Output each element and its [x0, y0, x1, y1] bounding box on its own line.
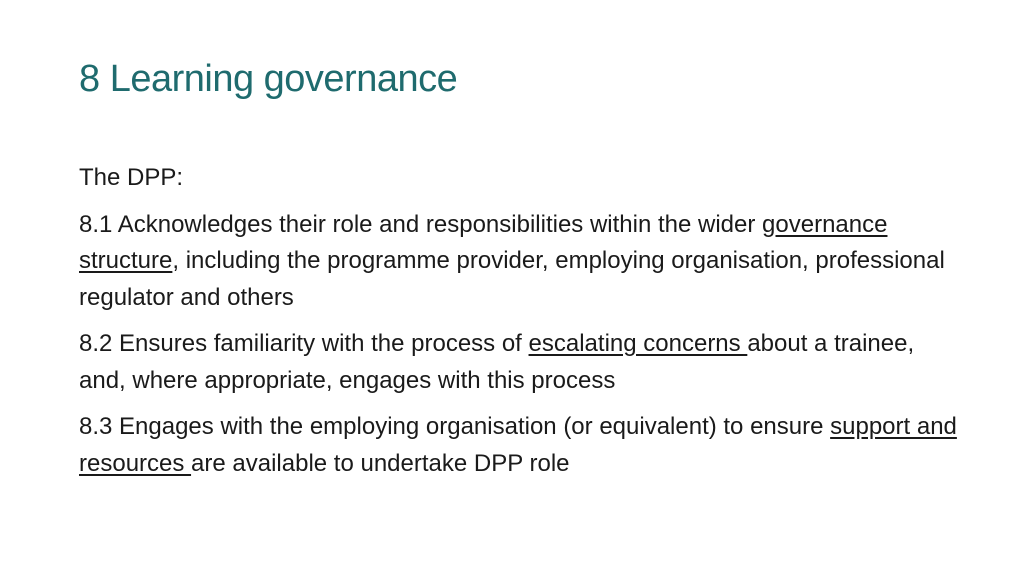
slide-body — [79, 160, 959, 492]
support-and-resources-link[interactable]: support and resources — [79, 413, 957, 477]
governance-structure-link[interactable]: governance structure — [79, 210, 888, 274]
slide-title: 8 Learning governance — [79, 58, 458, 100]
item-8-2 — [79, 326, 959, 399]
item-8-1-text-end: , including the programme provider, employing organisation, professional regulator and others — [79, 247, 945, 311]
item-8-2-text-start: 8.2 Ensures familiarity with the process of — [79, 330, 529, 357]
item-8-2-text-end: about a trainee, and, where appropriate, engages with this process — [79, 330, 915, 394]
item-8-3 — [79, 409, 959, 482]
intro-text: The DPP: — [79, 164, 184, 191]
item-8-1 — [79, 207, 959, 317]
item-8-3-text-start: 8.3 Engages with the employing organisation (or equivalent) to ensure — [79, 413, 831, 440]
escalating-concerns-link[interactable]: escalating concerns — [528, 330, 748, 357]
item-8-1-text-start: 8.1 Acknowledges their role and responsibilities within the wider — [79, 210, 763, 238]
item-8-3-text-end: are available to undertake DPP role — [191, 449, 570, 477]
